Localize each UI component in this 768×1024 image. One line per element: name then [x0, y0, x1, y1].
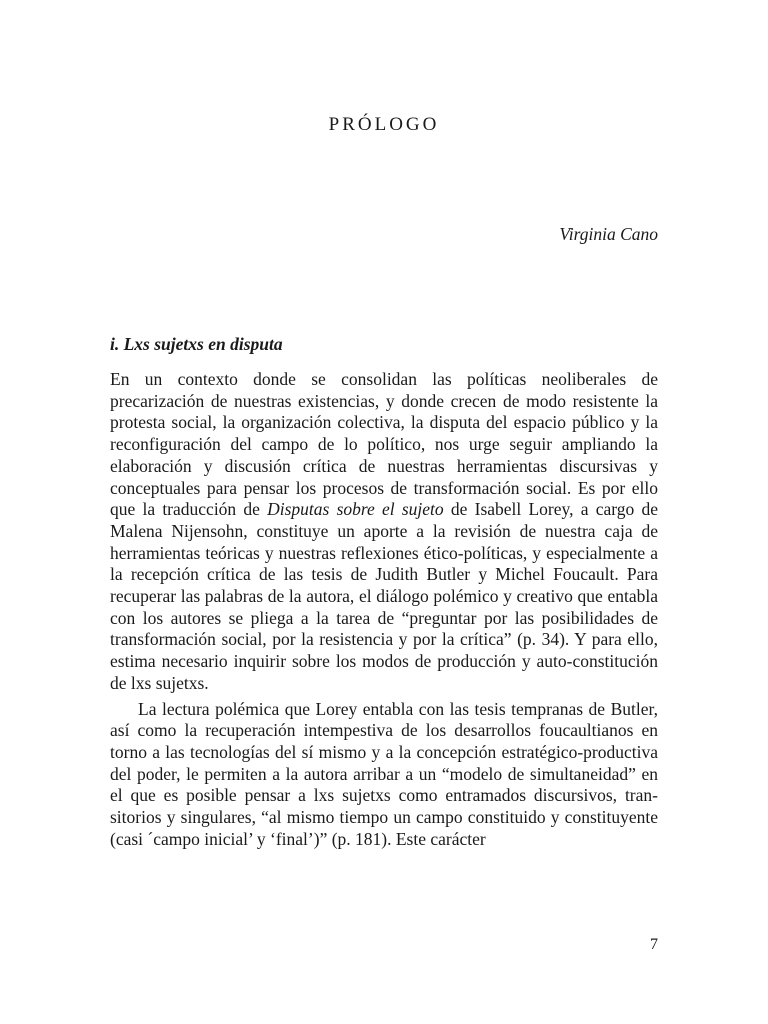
chapter-title: PRÓLOGO [328, 114, 440, 135]
body-text [110, 369, 658, 854]
page-number: 7 [650, 936, 658, 953]
book-title: Disputas sobre el sujeto [267, 499, 444, 520]
paragraph-1-part-2: de Isabell Lorey, a cargo de Malena Nijensohn, constituye un aporte a la revisión de nuestra caja de herramientas teóricas y nuestras reflexiones ético-políticas, y especialmente a la recepción crítica de las tesis de Judith Butler y Michel Foucault. Para recuperar las palabras de la autora, el diálogo polémico y creativo que entabla con los autores se pliega a la tarea de “preguntar por las posibilidades de transformación social, por la resistencia y por la crítica” (p. 34). Y para ello, estima necesario inquirir sobre los modos de producción y auto-constitución de lxs sujetxs. [110, 499, 658, 693]
section-heading: i. Lxs sujetxs en disputa [110, 334, 283, 354]
paragraph-2: La lectura polémica que Lorey entabla con las tesis tempranas de Butler, así como la recuperación intempestiva de los desarrollos foucaultianos en torno a las tecnologías del sí mismo y a la concepción estratégico-productiva del poder, le permiten a la autora arribar a un “modelo de simultaneidad” en el que es posible pensar a lxs sujetxs como entramados discursivos, transitorios y singulares, “al mismo tiempo un campo constituido y constituyente (casi ´campo inicial’ y ‘final’)” (p. 181). Este carácter [110, 698, 658, 849]
author-name: Virginia Cano [559, 224, 658, 244]
paragraph-1 [110, 369, 658, 695]
paragraph-1-part-1: En un contexto donde se consolidan las políticas neoliberales de precarización de nuestras existencias, y donde crecen de modo resistente la protesta social, la organización colectiva, la disputa del espacio público y la reconfiguración del campo de lo político, nos urge seguir ampliando la elaboración y discusión crítica de nuestras herramientas discursivas y conceptuales para pensar los procesos de transformación social. Es por ello que la traducción de [110, 369, 658, 520]
